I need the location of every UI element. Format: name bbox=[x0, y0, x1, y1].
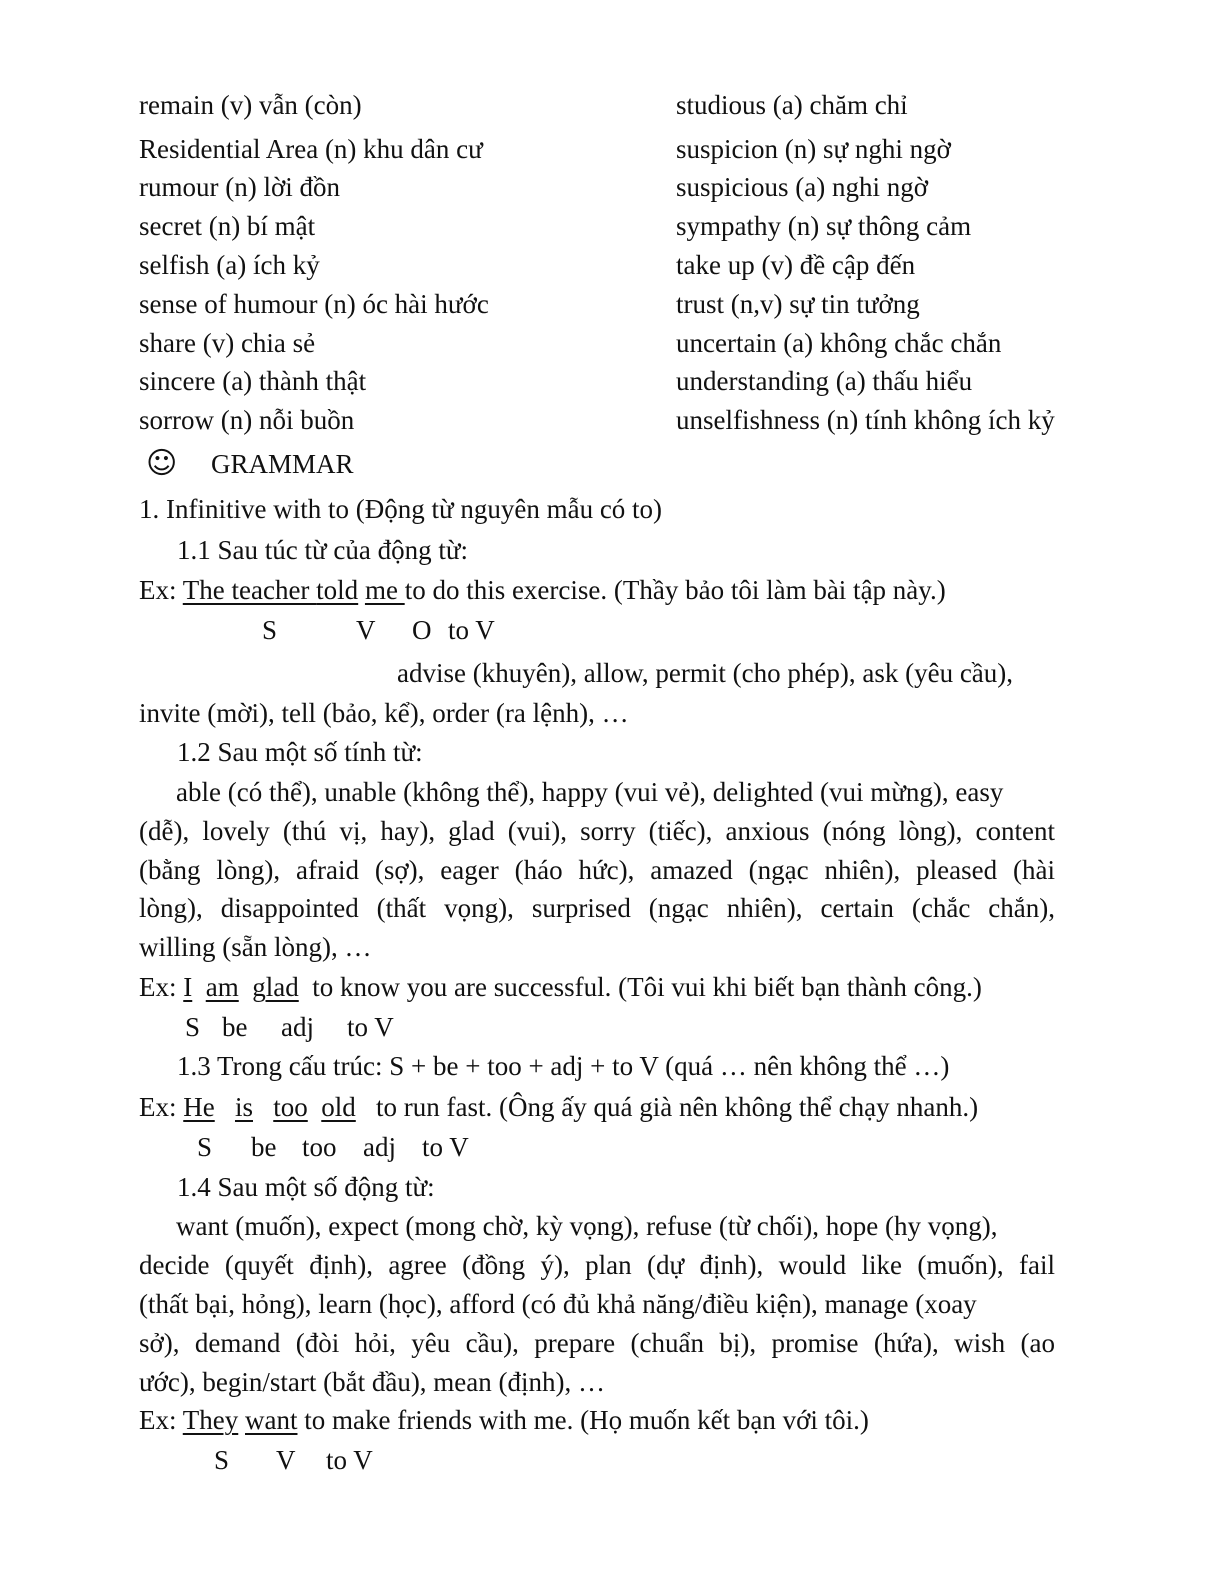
vocab-item: remain (v) vẫn (còn) bbox=[139, 90, 362, 120]
vocab-item: Residential Area (n) khu dân cư bbox=[139, 134, 483, 164]
example-subject: They bbox=[182, 1405, 239, 1435]
vocab-item: studious (a) chăm chỉ bbox=[676, 90, 908, 120]
example-adj: old bbox=[321, 1092, 356, 1122]
vocab-item: suspicious (a) nghi ngờ bbox=[676, 172, 929, 202]
smiley-icon: ☺ bbox=[146, 446, 178, 481]
grammar-label: S bbox=[197, 1132, 213, 1162]
text-line: want (muốn), expect (mong chờ, kỳ vọng), refuse (từ chối), hope (hy vọng), bbox=[176, 1211, 998, 1241]
vocab-item: unselfishness (n) tính không ích kỷ bbox=[676, 405, 1055, 435]
grammar-label: V bbox=[356, 615, 376, 645]
example-sentence: Ex: I am glad to know you are successful. (Tôi vui khi biết bạn thành công.) bbox=[139, 972, 982, 1002]
example-adj: glad bbox=[252, 972, 299, 1002]
grammar-heading-text: GRAMMAR bbox=[211, 449, 354, 479]
example-sentence: Ex: He is too old to run fast. (Ông ấy quá già nên không thể chạy nhanh.) bbox=[139, 1092, 979, 1122]
grammar-label: to V bbox=[326, 1445, 373, 1475]
example-sentence: Ex: The teacher told me to do this exercise. (Thầy bảo tôi làm bài tập này.) bbox=[139, 575, 946, 605]
grammar-label: S bbox=[262, 615, 278, 645]
grammar-label: S bbox=[185, 1012, 201, 1042]
vocab-item: secret (n) bí mật bbox=[139, 211, 316, 241]
grammar-heading bbox=[146, 446, 354, 481]
grammar-label: be bbox=[222, 1012, 248, 1042]
example-sentence: Ex: They want to make friends with me. (Họ muốn kết bạn với tôi.) bbox=[139, 1405, 869, 1435]
subsection-title: 1.3 Trong cấu trúc: S + be + too + adj + to V (quá … nên không thể …) bbox=[177, 1051, 950, 1081]
text-line: (thất bại, hỏng), learn (học), afford (có đủ khả năng/điều kiện), manage (xoay bbox=[139, 1289, 977, 1319]
grammar-label: adj bbox=[363, 1132, 396, 1162]
example-subject: He bbox=[183, 1092, 215, 1122]
vocab-item: sense of humour (n) óc hài hước bbox=[139, 289, 489, 319]
text-line: willing (sẵn lòng), … bbox=[139, 932, 372, 962]
grammar-label: S bbox=[214, 1445, 230, 1475]
vocab-item: sympathy (n) sự thông cảm bbox=[676, 211, 972, 241]
vocab-item: selfish (a) ích kỷ bbox=[139, 250, 320, 280]
example-subject: I bbox=[183, 972, 193, 1002]
grammar-label: to V bbox=[422, 1132, 469, 1162]
text-line: ước), begin/start (bắt đầu), mean (định), … bbox=[139, 1367, 606, 1397]
grammar-label: too bbox=[302, 1132, 337, 1162]
text-line: sở), demand (đòi hỏi, yêu cầu), prepare (chuẩn bị), promise (hứa), wish (ao bbox=[139, 1328, 1055, 1358]
subsection-title: 1.2 Sau một số tính từ: bbox=[177, 737, 423, 767]
text-line: decide (quyết định), agree (đồng ý), plan (dự định), would like (muốn), fail bbox=[139, 1250, 1055, 1280]
vocab-item: rumour (n) lời đồn bbox=[139, 172, 340, 202]
vocab-item: suspicion (n) sự nghi ngờ bbox=[676, 134, 951, 164]
grammar-label: adj bbox=[281, 1012, 314, 1042]
text-line: (dễ), lovely (thú vị, hay), glad (vui), sorry (tiếc), anxious (nóng lòng), content bbox=[139, 816, 1055, 846]
vocab-item: take up (v) đề cập đến bbox=[676, 250, 916, 280]
grammar-label: V bbox=[276, 1445, 296, 1475]
vocab-item: sorrow (n) nỗi buồn bbox=[139, 405, 355, 435]
grammar-label: to V bbox=[347, 1012, 394, 1042]
text-line: lòng), disappointed (thất vọng), surprised (ngạc nhiên), certain (chắc chắn), bbox=[139, 893, 1055, 923]
subsection-title: 1.4 Sau một số động từ: bbox=[177, 1172, 435, 1202]
vocab-item: uncertain (a) không chắc chắn bbox=[676, 328, 1002, 358]
example-verb: told bbox=[316, 575, 359, 605]
example-be: am bbox=[205, 972, 239, 1002]
vocab-item: sincere (a) thành thật bbox=[139, 366, 367, 396]
grammar-label: be bbox=[251, 1132, 277, 1162]
example-be: is bbox=[234, 1092, 253, 1122]
text-line: advise (khuyên), allow, permit (cho phép), ask (yêu cầu), bbox=[397, 658, 1014, 688]
vocab-item: trust (n,v) sự tin tưởng bbox=[676, 289, 920, 319]
section-title: 1. Infinitive with to (Động từ nguyên mẫu có to) bbox=[139, 494, 663, 524]
example-too: too bbox=[273, 1092, 308, 1122]
vocab-item: share (v) chia sẻ bbox=[139, 328, 316, 358]
grammar-label: to V bbox=[448, 615, 495, 645]
vocab-item: understanding (a) thấu hiểu bbox=[676, 366, 973, 396]
example-subject: The teacher bbox=[182, 575, 317, 605]
text-line: able (có thể), unable (không thể), happy (vui vẻ), delighted (vui mừng), easy bbox=[176, 777, 1004, 807]
text-line: invite (mời), tell (bảo, kể), order (ra lệnh), … bbox=[139, 698, 629, 728]
example-object: me bbox=[364, 575, 405, 605]
example-verb: want bbox=[245, 1405, 298, 1435]
subsection-title: 1.1 Sau túc từ của động từ: bbox=[177, 535, 468, 565]
grammar-label: O bbox=[412, 615, 432, 645]
text-line: (bằng lòng), afraid (sợ), eager (háo hức), amazed (ngạc nhiên), pleased (hài bbox=[139, 855, 1055, 885]
